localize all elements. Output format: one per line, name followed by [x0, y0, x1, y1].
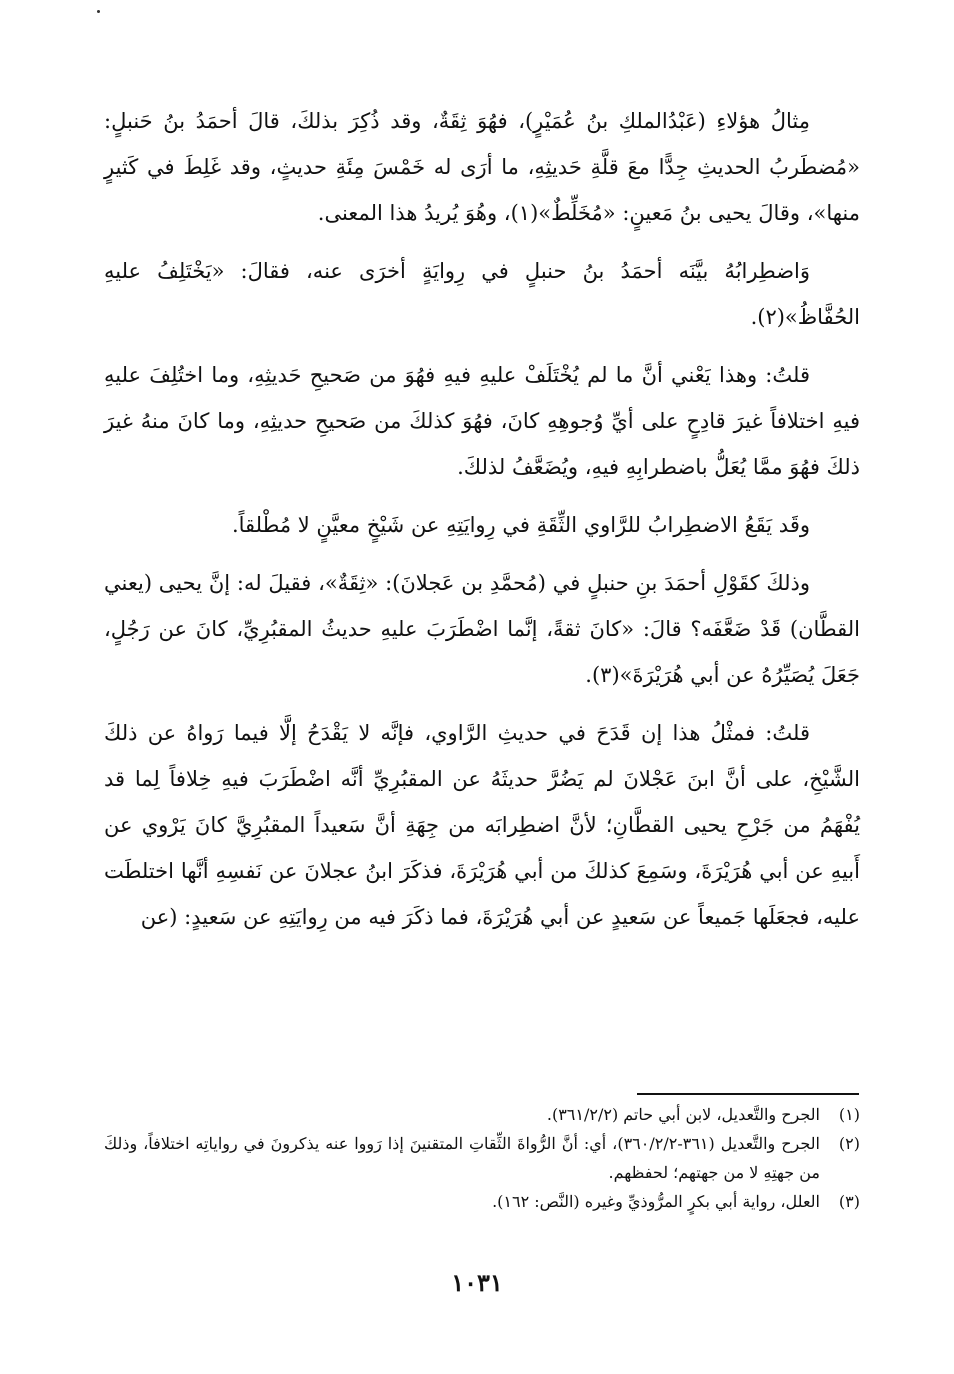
footnote-separator — [637, 1093, 859, 1095]
footnote-text: العلل، رواية أبي بكرٍ المرُّوذيِّ وغيره (النَّص: ١٦٢). — [492, 1192, 820, 1211]
paragraph-4: وقَد يَقَعُ الاضطِرابُ للرَّاوي الثِّقَةِ في رِوايَتِهِ عن شَيْخٍ معيَّنٍ لا مُطْلقاً. — [231, 513, 810, 537]
footnote-3 — [104, 1187, 860, 1216]
footnote-number: (٣) — [838, 1192, 860, 1211]
paragraph-5: وذلكَ كقَوْلِ أحمَدَ بنِ حنبلٍ في (مُحمَّدِ بن عَجلانَ): «ثِقَةٌ»، فقيلَ له: إنَّ يحيى (يعني القطَّان) قَدْ ضَعَّفَه؟ قالَ: «كانَ ثقةً، إنَّما اضْطَرَبَ عليهِ حديثُ المقبُرِيِّ، كانَ عن رَجُلٍ، جَعَلَ يُصَيِّرُهُ عن أبي هُرَيْرَةَ»(٣). — [104, 571, 860, 687]
scan-speck — [97, 10, 100, 13]
footnote-number: (٢) — [838, 1134, 860, 1153]
paragraph-6: قلتُ: فمثْلُ هذا إن قَدَحَ في حديثِ الرَّاوي، فإنَّه لا يَقْدَحُ إلَّا فيما رَواهُ عن ذلكَ الشَّيْخِ، على أنَّ ابنَ عَجْلانَ لم يَضُرَّ حديثَهُ عن المقبُرِيِّ أنَّه اضْطَرَبَ فيهِ خِلافاً لِما قد يُفْهَمُ من جَرْحِ يحيى القطَّانِ؛ لأنَّ اضطِرابَه من جِهَةِ أنَّ سَعيداً المقبُرِيَّ كانَ يَرْوي عن أَبيهِ عن أبي هُرَيْرَةَ، وسَمِعَ كذلكَ من أبي هُرَيْرَةَ، فذكَرَ ابنُ عجلانَ عن نَفسِهِ أنَّها اختلطَت عليه، فجعَلَها جَميعاً عن سَعيدٍ عن أبي هُرَيْرَةَ، فما ذكَرَ فيه من رِوايَتِهِ عن سَعيدٍ: (عن — [104, 721, 860, 929]
footnote-number: (١) — [838, 1105, 860, 1124]
main-text — [104, 98, 860, 940]
footnotes — [104, 1100, 860, 1216]
paragraph-2: وَاضطِرابُهُ بيَّنَه أحمَدُ بنُ حنبلٍ في رِوايَةٍ أخرَى عنه، فقالَ: «يَخْتَلِفُ عليهِ الحُفَّاظُ»(٢). — [104, 259, 860, 329]
footnote-2 — [104, 1129, 860, 1187]
footnote-text: الجرح والتَّعديل (٣٦١-٣٦٠/٢/٢)، أي: أنَّ الرُّواةَ الثِّقاتِ المتقنينَ إذا رَووا عنه يذكرونَ في رواياتِه اختلافاً، وذلكَ من جهتِهِ لا من جهتهم؛ لحفظهم. — [104, 1134, 820, 1182]
footnote-text: الجرح والتَّعديل، لابن أبي حاتم (٣٦١/٢/٢). — [546, 1105, 820, 1124]
footnote-1 — [104, 1100, 860, 1129]
page-number: ١٠٣١ — [451, 1268, 503, 1297]
paragraph-1: مِثالُ هؤلاءِ (عَبْدُالملكِ بنُ عُمَيْرٍ)، فهُوَ ثِقَةٌ، وقد ذُكِرَ بذلكَ، قالَ أحمَدُ بنُ حَنبلٍ: «مُضطَربُ الحديثِ جِدًّا معَ قلَّةِ حَديثِهِ، ما أرَى له خَمْسَ مِئَةِ حديثٍ، وقد غَلِطَ في كَثيرٍ منها»، وقالَ يحيى بنُ مَعينٍ: «مُخَلِّطٌ»(١)، وهُوَ يُريدُ هذا المعنى. — [104, 109, 860, 225]
paragraph-3: قلتُ: وهذا يَعْني أنَّ ما لم يُخْتَلَفْ عليهِ فيهِ فهُوَ من صَحيحِ حَديثِهِ، وما اختُلِفَ عليهِ فيهِ اختلافاً غيرَ قادِحٍ على أيِّ وُجوهِهِ كانَ، فهُوَ كذلكَ من صَحيحِ حديثِهِ، وما كانَ منهُ غيرَ ذلكَ فهُوَ ممَّا يُعَلُّ باضطرابِهِ فيهِ، ويُضَعَّفُ لذلكَ. — [104, 363, 860, 479]
